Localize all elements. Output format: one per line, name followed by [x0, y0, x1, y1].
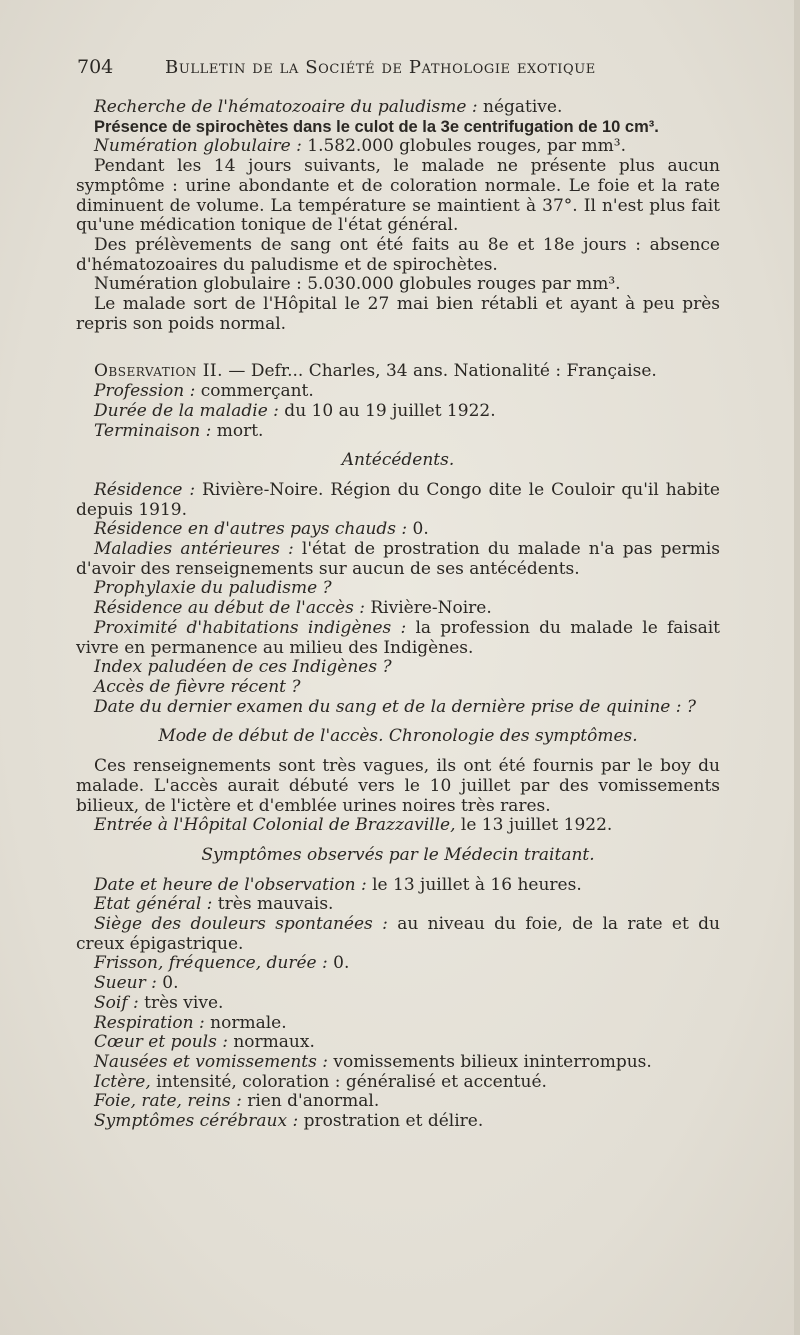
journal-title: Bulletin de la Société de Pathologie exotique: [165, 57, 596, 78]
symptom-label: Foie, rate, reins :: [94, 1091, 242, 1112]
proximite-label: Proximité d'habitations indigènes :: [94, 617, 407, 638]
paragraph-renseignements: Ces renseignements sont très vagues, ils ont été fournis par le boy du malade. L'accès aurait débuté vers le 10 juillet par des vomissements bilieux, de l'ictère et d'emblée urines noires très rares.: [76, 756, 720, 816]
symptom-line: [76, 1053, 720, 1073]
symptom-label: Symptômes cérébraux :: [94, 1111, 299, 1132]
symptom-label: Date et heure de l'observation :: [94, 874, 367, 895]
symptom-label: Soif :: [94, 992, 139, 1013]
hemato-value: négative.: [477, 97, 563, 117]
symptom-label: Etat général :: [94, 894, 213, 915]
residence-value: Rivière-Noire. Région du Congo dite le Couloir qu'il habite depuis 1919.: [76, 479, 720, 520]
numeration-line: [76, 137, 720, 157]
maladies-line: [76, 540, 720, 579]
symptom-line: [76, 895, 720, 915]
article-body: [76, 98, 720, 1132]
terminaison-value: mort.: [211, 420, 264, 441]
symptom-line: [76, 876, 720, 896]
maladies-value: l'état de prostration du malade n'a pas permis d'avoir des renseignements sur aucun de ses antécédents.: [76, 539, 720, 579]
symptom-line: [76, 1092, 720, 1112]
symptom-value: au niveau du foie, de la rate et du creux épigastrique.: [76, 914, 720, 954]
symptom-label: Ictère,: [94, 1071, 151, 1092]
numeration-value: 1.582.000 globules rouges, par mm³.: [301, 136, 626, 157]
date-examen-line: Date du dernier examen du sang et de la dernière prise de quinine : ?: [94, 696, 697, 717]
page-edge: [794, 0, 800, 1335]
profession-line: [76, 382, 720, 402]
autres-pays-value: 0.: [407, 519, 429, 540]
paragraph-numeration2: Numération globulaire : 5.030.000 globules rouges par mm³.: [94, 274, 621, 295]
paragraph-suite: Pendant les 14 jours suivants, le malade ne présente plus aucun symptôme : urine abondante et de coloration normale. Le foie et la rate diminuent de volume. La température se maintient à 37°. Il n'est plus fait qu'une médication tonique de l'état général.: [76, 156, 720, 236]
symptom-label: Sueur :: [94, 973, 157, 994]
autres-pays-line: [76, 520, 720, 540]
residence-label: Résidence :: [94, 479, 196, 500]
entree-value: le 13 juillet 1922.: [455, 815, 613, 836]
symptom-value: vomissements bilieux ininterrompus.: [327, 1051, 652, 1072]
symptom-line: [76, 915, 720, 954]
symptom-label: Siège des douleurs spontanées :: [94, 914, 388, 935]
index-line: Index paludéen de ces Indigènes ?: [94, 657, 392, 678]
profession-value: commerçant.: [195, 381, 314, 402]
paragraph-prelevements: Des prélèvements de sang ont été faits au 8e et 18e jours : absence d'hématozoaires du paludisme et de spirochètes.: [76, 234, 720, 275]
symptom-line: [76, 994, 720, 1014]
symptom-value: intensité, coloration : généralisé et accentué.: [150, 1071, 547, 1092]
numeration-label: Numération globulaire :: [94, 136, 302, 157]
residence-debut-label: Résidence au début de l'accès :: [94, 598, 365, 619]
symptom-line: [76, 1033, 720, 1053]
section-mode-debut: Mode de début de l'accès. Chronologie des symptômes.: [158, 726, 638, 747]
autres-pays-label: Résidence en d'autres pays chauds :: [94, 519, 408, 540]
section-antecedents: Antécédents.: [341, 450, 455, 471]
observation-patient: — Defr... Charles, 34 ans. Nationalité : Française.: [223, 361, 657, 382]
observation-label: Observation II.: [94, 361, 224, 382]
hemato-label: Recherche de l'hématozoaire du paludisme :: [94, 97, 478, 117]
page-number: 704: [77, 56, 114, 78]
symptom-line: [76, 1073, 720, 1093]
proximite-line: [76, 619, 720, 658]
running-header: [77, 56, 657, 84]
duree-line: [76, 402, 720, 422]
entree-line: [76, 816, 720, 836]
proximite-value: la profession du malade le faisait vivre en permanence au milieu des Indigènes.: [76, 617, 720, 658]
symptom-line: [76, 974, 720, 994]
symptom-line: [76, 954, 720, 974]
residence-line: [76, 481, 720, 520]
acces-fievre-line: Accès de fièvre récent ?: [94, 676, 301, 697]
symptom-value: rien d'anormal.: [241, 1091, 380, 1112]
symptom-label: Nausées et vomissements :: [94, 1051, 328, 1072]
symptom-value: normale.: [204, 1012, 287, 1033]
hemato-line: [76, 98, 720, 118]
symptom-value: le 13 juillet à 16 heures.: [366, 874, 582, 895]
duree-value: du 10 au 19 juillet 1922.: [278, 400, 496, 421]
symptom-value: très mauvais.: [212, 894, 334, 915]
symptom-label: Frisson, fréquence, durée :: [94, 953, 328, 974]
symptom-value: prostration et délire.: [298, 1111, 484, 1132]
terminaison-label: Terminaison :: [94, 420, 212, 441]
symptom-line: [76, 1014, 720, 1034]
symptom-value: 0.: [327, 953, 350, 974]
spirochetes-line: Présence de spirochètes dans le culot de la 3e centrifugation de 10 cm³.: [94, 117, 659, 136]
symptom-label: Cœur et pouls :: [94, 1032, 228, 1053]
spacer: [76, 334, 720, 362]
terminaison-line: [76, 422, 720, 442]
symptom-value: 0.: [156, 973, 179, 994]
entree-label: Entrée à l'Hôpital Colonial de Brazzaville,: [94, 815, 456, 836]
symptom-value: très vive.: [138, 992, 224, 1013]
profession-label: Profession :: [94, 381, 196, 402]
residence-debut-line: [76, 599, 720, 619]
symptom-value: normaux.: [227, 1032, 315, 1053]
prophylaxie-line: Prophylaxie du paludisme ?: [94, 578, 332, 599]
symptom-label: Respiration :: [94, 1012, 205, 1033]
maladies-label: Maladies antérieures :: [94, 539, 294, 560]
paragraph-sortie: Le malade sort de l'Hôpital le 27 mai bien rétabli et ayant à peu près repris son poids normal.: [76, 294, 720, 334]
observation-heading: [76, 362, 720, 382]
section-symptomes: Symptômes observés par le Médecin traitant.: [201, 844, 595, 865]
duree-label: Durée de la maladie :: [94, 400, 279, 421]
symptom-line: [76, 1112, 720, 1132]
residence-debut-value: Rivière-Noire.: [364, 598, 492, 619]
